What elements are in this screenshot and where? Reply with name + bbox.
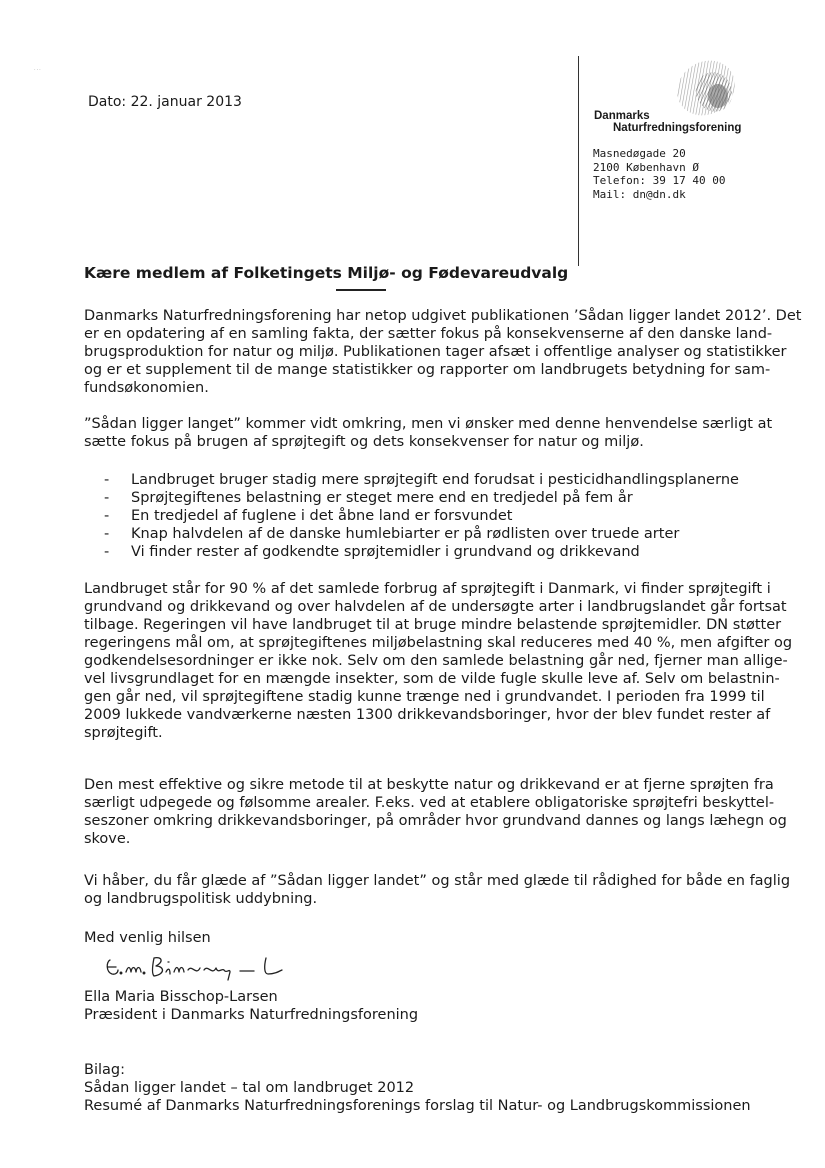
- text-line: tilbage. Regeringen vil have landbruget til at bruge mindre belastende sprøjtemidler. DN støtter: [84, 617, 782, 633]
- text-line: Den mest effektive og sikre metode til at beskytte natur og drikkevand er at fjerne sprøjten fra: [84, 777, 774, 793]
- address-email: Mail: dn@dn.dk: [593, 187, 686, 201]
- attachments-label: Bilag:: [84, 1062, 125, 1078]
- list-item-text: Vi finder rester af godkendte sprøjtemidler i grundvand og drikkevand: [131, 544, 640, 560]
- text-line: Danmarks Naturfredningsforening har netop udgivet publikationen ’Sådan ligger landet 2012’. Det: [84, 308, 802, 324]
- text-line: ”Sådan ligger langet” kommer vidt omkring, men vi ønsker med denne henvendelse særligt at: [84, 416, 773, 432]
- closing-salutation: Med venlig hilsen: [84, 930, 211, 946]
- letter-date: Dato: 22. januar 2013: [88, 94, 242, 110]
- text-line: 2009 lukkede vandværkerne næsten 1300 drikkevandsboringer, hvor der blev fundet rester af: [84, 707, 771, 723]
- text-line: fundsøkonomien.: [84, 380, 209, 396]
- list-item-text: En tredjedel af fuglene i det åbne land er forsvundet: [131, 508, 513, 524]
- org-name-line2: Naturfredningsforening: [613, 122, 742, 134]
- text-line: vel livsgrundlaget for en mængde insekter, som de vilde fugle skulle leve af. Selv om belastnin-: [84, 671, 780, 687]
- paragraph-closing: [84, 872, 791, 908]
- list-item-text: Landbruget bruger stadig mere sprøjtegift end forudsat i pesticidhandlingsplanerne: [131, 472, 739, 488]
- text-line: brugsproduktion for natur og miljø. Publikationen tager afsæt i offentlige analyser og statistikker: [84, 344, 787, 360]
- signer-title: Præsident i Danmarks Naturfredningsforening: [84, 1007, 419, 1023]
- list-item: [104, 507, 784, 525]
- address-city: 2100 København Ø: [593, 160, 699, 174]
- address-street: Masnedøgade 20: [593, 147, 686, 160]
- heading-underline: [336, 289, 386, 291]
- list-item: [104, 471, 784, 489]
- org-name-line1: Danmarks: [594, 110, 650, 122]
- sender-address: [593, 147, 725, 201]
- text-line: seszoner omkring drikkevandsboringer, på områder hvor grundvand dannes og langs læhegn og: [84, 813, 787, 829]
- bullet-list: [104, 471, 784, 561]
- text-line: godkendelsesordninger er ikke nok. Selv om den samlede belastning går ned, fjerner man allige-: [84, 653, 788, 669]
- address-phone: Telefon: 39 17 40 00: [593, 174, 726, 187]
- text-line: Vi håber, du får glæde af ”Sådan ligger landet” og står med glæde til rådighed for både en faglig: [84, 873, 791, 889]
- text-line: skove.: [84, 831, 131, 847]
- text-line: er en opdatering af en samling fakta, der sætter fokus på konsekvenserne af den danske land-: [84, 326, 773, 342]
- dn-logo-icon: [664, 54, 744, 124]
- attachment-item: Resumé af Danmarks Naturfredningsforenings forslag til Natur- og Landbrugskommissionen: [84, 1098, 751, 1114]
- bullet-dash: -: [104, 544, 110, 560]
- bullet-dash: -: [104, 472, 110, 488]
- list-item-text: Knap halvdelen af de danske humlebiarter er på rødlisten over truede arter: [131, 526, 680, 542]
- text-line: regeringens mål om, at sprøjtegiftenes miljøbelastning skal reduceres med 40 %, men afgifter og: [84, 635, 793, 651]
- text-line: og landbrugspolitisk uddybning.: [84, 891, 318, 907]
- bullet-dash: -: [104, 490, 110, 506]
- scan-stamp: ...: [34, 66, 42, 72]
- paragraph-facts: [84, 580, 793, 742]
- list-item: [104, 525, 784, 543]
- text-line: sætte fokus på brugen af sprøjtegift og dets konsekvenser for natur og miljø.: [84, 434, 644, 450]
- paragraph-intro: [84, 307, 802, 397]
- text-line: grundvand og drikkevand og over halvdelen af de undersøgte arter i landbrugslandet går fortsat: [84, 599, 787, 615]
- attachment-item: Sådan ligger landet – tal om landbruget 2012: [84, 1080, 415, 1096]
- header-divider: [578, 56, 579, 266]
- bullet-dash: -: [104, 508, 110, 524]
- text-line: gen går ned, vil sprøjtegiftene stadig kunne trænge ned i grundvandet. I perioden fra 1999 til: [84, 689, 765, 705]
- bullet-dash: -: [104, 526, 110, 542]
- text-line: Landbruget står for 90 % af det samlede forbrug af sprøjtegift i Danmark, vi finder sprøjtegift i: [84, 581, 771, 597]
- list-item: [104, 489, 784, 507]
- text-line: sprøjtegift.: [84, 725, 163, 741]
- signer-name: Ella Maria Bisschop-Larsen: [84, 989, 278, 1005]
- list-item-text: Sprøjtegiftenes belastning er steget mere end en tredjedel på fem år: [131, 490, 633, 506]
- list-item: [104, 543, 784, 561]
- text-line: særligt udpegede og følsomme arealer. F.eks. ved at etablere obligatoriske sprøjtefri beskyttel-: [84, 795, 775, 811]
- paragraph-method: [84, 776, 787, 848]
- handwritten-signature: [104, 950, 314, 984]
- text-line: og er et supplement til de mange statistikker og rapporter om landbrugets betydning for sam-: [84, 362, 771, 378]
- paragraph-focus: [84, 415, 784, 451]
- letter-heading: Kære medlem af Folketingets Miljø- og Fødevareudvalg: [84, 264, 569, 282]
